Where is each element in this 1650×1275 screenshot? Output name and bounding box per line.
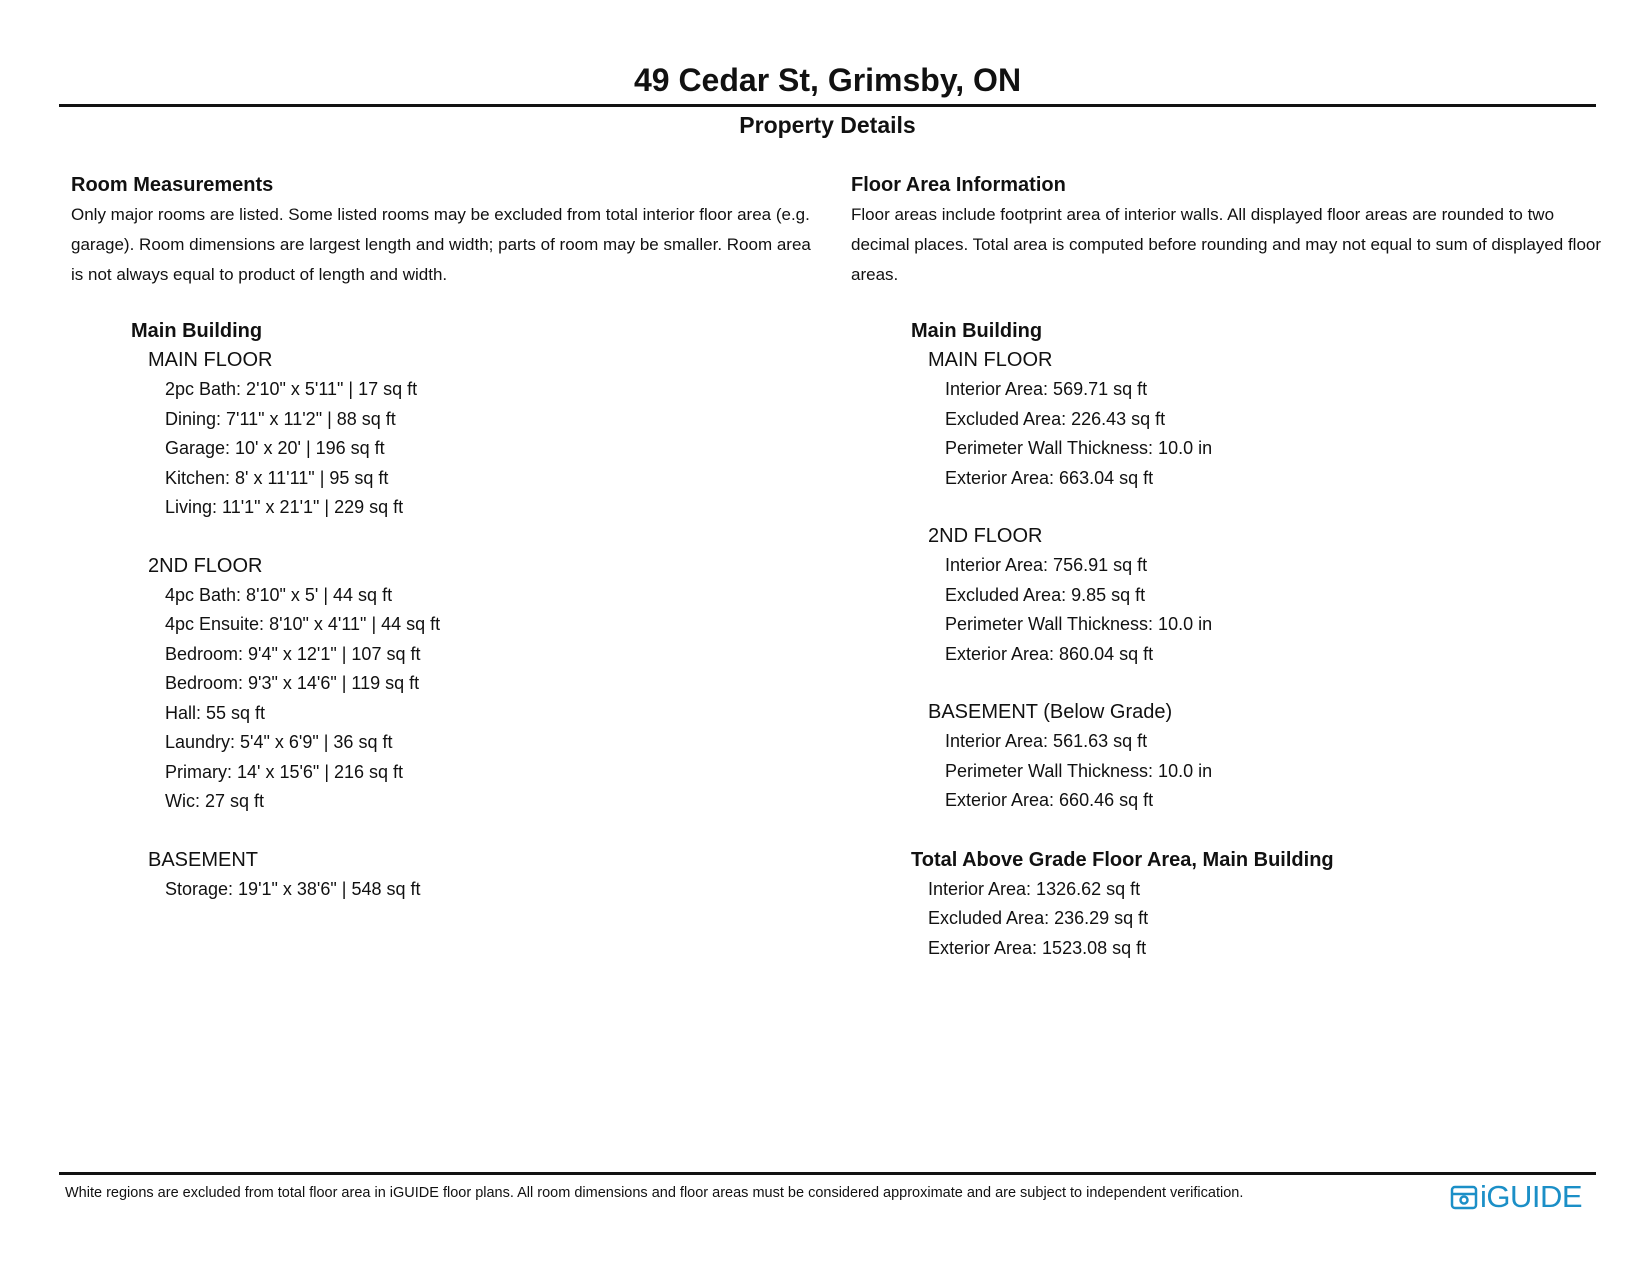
- floor-name: 2ND FLOOR: [928, 525, 1043, 547]
- room-line: Wic: 27 sq ft: [165, 791, 265, 811]
- room-line: Living: 11'1" x 21'1" | 229 sq ft: [165, 497, 404, 517]
- room-floor-main: [71, 346, 811, 523]
- floor-area-heading: Floor Area Information: [851, 174, 1066, 196]
- area-line: Exterior Area: 663.04 sq ft: [945, 467, 1154, 488]
- footer-disclaimer: White regions are excluded from total floor area in iGUIDE floor plans. All room dimensions and floor areas must be considered approximate and are subject to independent verification.: [65, 1185, 1244, 1201]
- header-divider: [59, 104, 1596, 107]
- room-line: Hall: 55 sq ft: [165, 702, 266, 723]
- room-measurements-description: Only major rooms are listed. Some listed rooms may be excluded from total interior floor area (e.g. garage). Room dimensions are largest length and width; parts of room may be smaller. Room area is not always equal to product of length and width.: [71, 205, 811, 284]
- camera-box-icon: [1450, 1183, 1478, 1211]
- room-line: Primary: 14' x 15'6" | 216 sq ft: [165, 761, 404, 782]
- room-floor-second: [71, 552, 811, 817]
- area-building-name: Main Building: [911, 320, 1043, 342]
- total-area-line: Exterior Area: 1523.08 sq ft: [928, 937, 1147, 958]
- room-line: Dining: 7'11" x 11'2" | 88 sq ft: [165, 408, 396, 429]
- room-line: Kitchen: 8' x 11'11" | 95 sq ft: [165, 467, 389, 488]
- area-line: Excluded Area: 226.43 sq ft: [945, 408, 1166, 429]
- page-title: 49 Cedar St, Grimsby, ON: [633, 62, 1022, 98]
- floor-name: MAIN FLOOR: [148, 349, 273, 371]
- floor-area-description: Floor areas include footprint area of interior walls. All displayed floor areas are rounded to two decimal places. Total area is computed before rounding and may not equal to sum of displayed floor areas.: [851, 205, 1602, 284]
- area-line: Perimeter Wall Thickness: 10.0 in: [945, 438, 1213, 458]
- room-line: 2pc Bath: 2'10" x 5'11" | 17 sq ft: [165, 379, 418, 399]
- room-line: Storage: 19'1" x 38'6" | 548 sq ft: [165, 878, 421, 899]
- floor-name: BASEMENT: [148, 848, 259, 871]
- area-line: Perimeter Wall Thickness: 10.0 in: [945, 760, 1213, 781]
- area-floor-basement: [851, 698, 1611, 816]
- iguide-logo: [1450, 1180, 1590, 1214]
- total-area-line: Interior Area: 1326.62 sq ft: [928, 878, 1141, 899]
- area-line: Exterior Area: 660.46 sq ft: [945, 790, 1154, 810]
- area-line: Interior Area: 569.71 sq ft: [945, 379, 1148, 399]
- floor-name: MAIN FLOOR: [928, 349, 1053, 371]
- total-area-heading: Total Above Grade Floor Area, Main Building: [911, 848, 1334, 871]
- page-subtitle: Property Details: [739, 112, 916, 138]
- area-line: Perimeter Wall Thickness: 10.0 in: [945, 614, 1213, 634]
- area-line: Interior Area: 756.91 sq ft: [945, 555, 1148, 575]
- area-line: Excluded Area: 9.85 sq ft: [945, 584, 1146, 605]
- footer-divider: [59, 1172, 1596, 1175]
- room-line: Laundry: 5'4" x 6'9" | 36 sq ft: [165, 732, 393, 752]
- room-floor-basement: [71, 846, 811, 905]
- total-area-line: Excluded Area: 236.29 sq ft: [928, 908, 1149, 928]
- room-line: 4pc Ensuite: 8'10" x 4'11" | 44 sq ft: [165, 614, 441, 634]
- floor-area-section: [851, 170, 1611, 963]
- area-floor-second: [851, 522, 1611, 669]
- floor-name: 2ND FLOOR: [148, 554, 263, 577]
- logo-text: iGUIDE: [1480, 1179, 1583, 1214]
- area-floor-main: [851, 346, 1611, 493]
- room-line: 4pc Bath: 8'10" x 5' | 44 sq ft: [165, 584, 393, 605]
- floor-name: BASEMENT (Below Grade): [928, 701, 1173, 723]
- room-building-name: Main Building: [131, 320, 263, 342]
- room-measurements-heading: Room Measurements: [71, 174, 274, 196]
- room-line: Bedroom: 9'3" x 14'6" | 119 sq ft: [165, 673, 420, 693]
- area-line: Exterior Area: 860.04 sq ft: [945, 643, 1154, 664]
- room-measurements-section: [71, 170, 811, 933]
- area-line: Interior Area: 561.63 sq ft: [945, 731, 1148, 751]
- room-line: Bedroom: 9'4" x 12'1" | 107 sq ft: [165, 643, 421, 664]
- room-line: Garage: 10' x 20' | 196 sq ft: [165, 438, 385, 458]
